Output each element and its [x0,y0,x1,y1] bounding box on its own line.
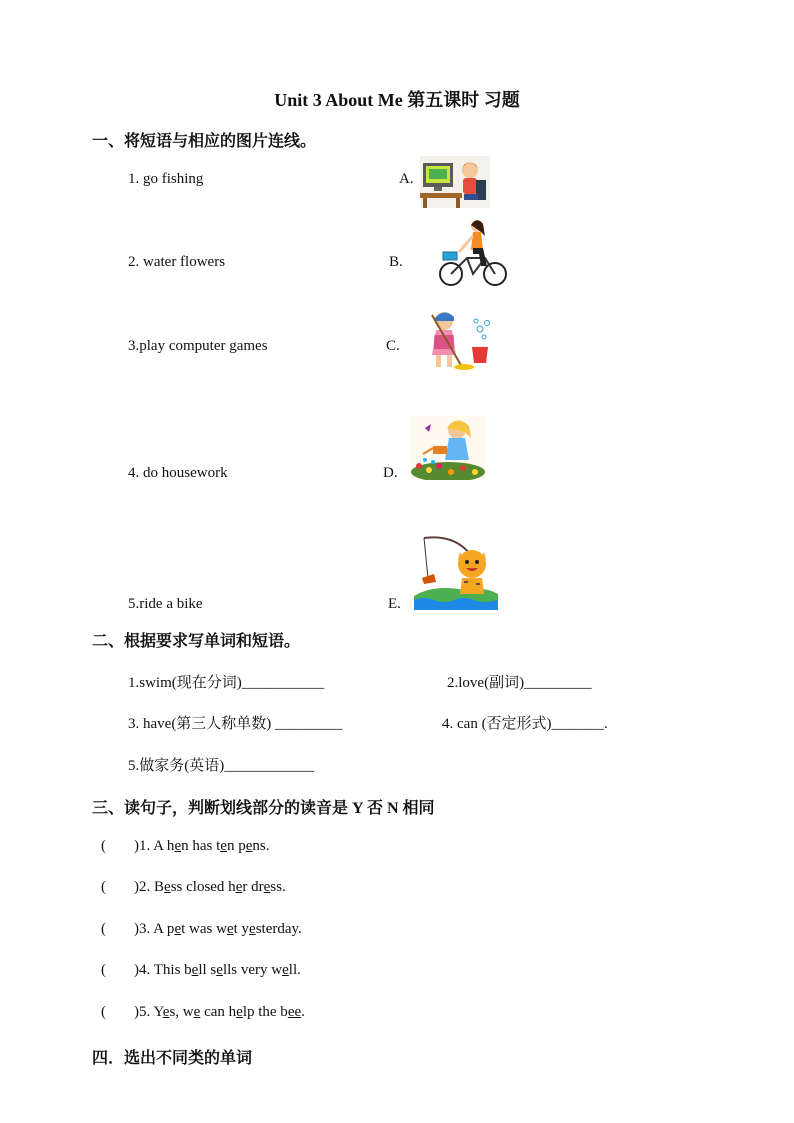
computer-boy-icon [420,156,490,208]
question-have: 3. have(第三人称单数) _________ [128,716,343,732]
letter-e: E. [388,596,401,612]
phrase-1: 1. go fishing [128,171,204,187]
underlined-letter: e [235,879,243,895]
phrase-5: 5.ride a bike [128,596,203,612]
letter-d: D. [383,465,398,481]
question-love: 2.love(副词)_________ [447,675,592,691]
sentence-row: )1. A hen has ten pens. [134,838,270,854]
girl-watering-flowers-icon [411,416,485,480]
underlined-letter: e [193,1004,201,1020]
phrase-2: 2. water flowers [128,254,226,270]
underlined-letter: e [162,1004,170,1020]
answer-paren: ( [101,838,106,854]
underlined-letter: e [282,962,289,978]
letter-b: B. [389,254,403,270]
underlined-letter: e [226,921,234,937]
sentence-row: )5. Yes, we can help the bee. [134,1004,305,1020]
question-swim: 1.swim(现在分词)___________ [128,675,325,691]
underlined-letter: e [249,921,256,937]
section-4-heading: 四．选出不同类的单词 [92,1050,253,1067]
underlined-letter: ee [287,1004,302,1020]
phrase-3: 3.play computer games [128,338,268,354]
sentence-number: )5. [134,1004,154,1020]
section-1-heading: 一、将短语与相应的图片连线。 [92,133,317,150]
phrase-4: 4. do housework [128,465,228,481]
sentence-row: )4. This bell sells very well. [134,962,301,978]
underlined-letter: e [220,838,227,854]
answer-paren: ( [101,1004,106,1020]
underlined-letter: e [216,962,223,978]
letter-a: A. [399,171,414,187]
underlined-letter: e [191,962,199,978]
answer-paren: ( [101,879,106,895]
underlined-letter: e [245,838,253,854]
sentence-number: )1. [134,838,154,854]
answer-paren: ( [101,921,106,937]
section-2-heading: 二、根据要求写单词和短语。 [92,633,301,650]
answer-paren: ( [101,962,106,978]
underlined-letter: e [236,1004,243,1020]
girl-mopping-icon [424,309,496,371]
letter-c: C. [386,338,400,354]
page-title: Unit 3 About Me 第五课时 习题 [274,90,520,110]
sentence-row: )3. A pet was wet yesterday. [134,921,302,937]
sentence-number: )3. [134,921,154,937]
sentence-row: )2. Bess closed her dress. [134,879,286,895]
underlined-letter: e [263,879,271,895]
question-can: 4. can (否定形式)_______. [442,716,608,732]
underlined-letter: e [174,838,182,854]
sentence-number: )4. [134,962,154,978]
section-3-heading: 三、读句子，判断划线部分的读音是 Y 否 N 相同 [92,800,435,817]
tiger-fishing-icon [414,534,498,610]
sentence-number: )2. [134,879,154,895]
underlined-letter: e [174,921,182,937]
underlined-letter: e [164,879,171,895]
question-housework: 5.做家务(英语)____________ [128,758,315,774]
girl-riding-bike-icon [437,218,509,290]
